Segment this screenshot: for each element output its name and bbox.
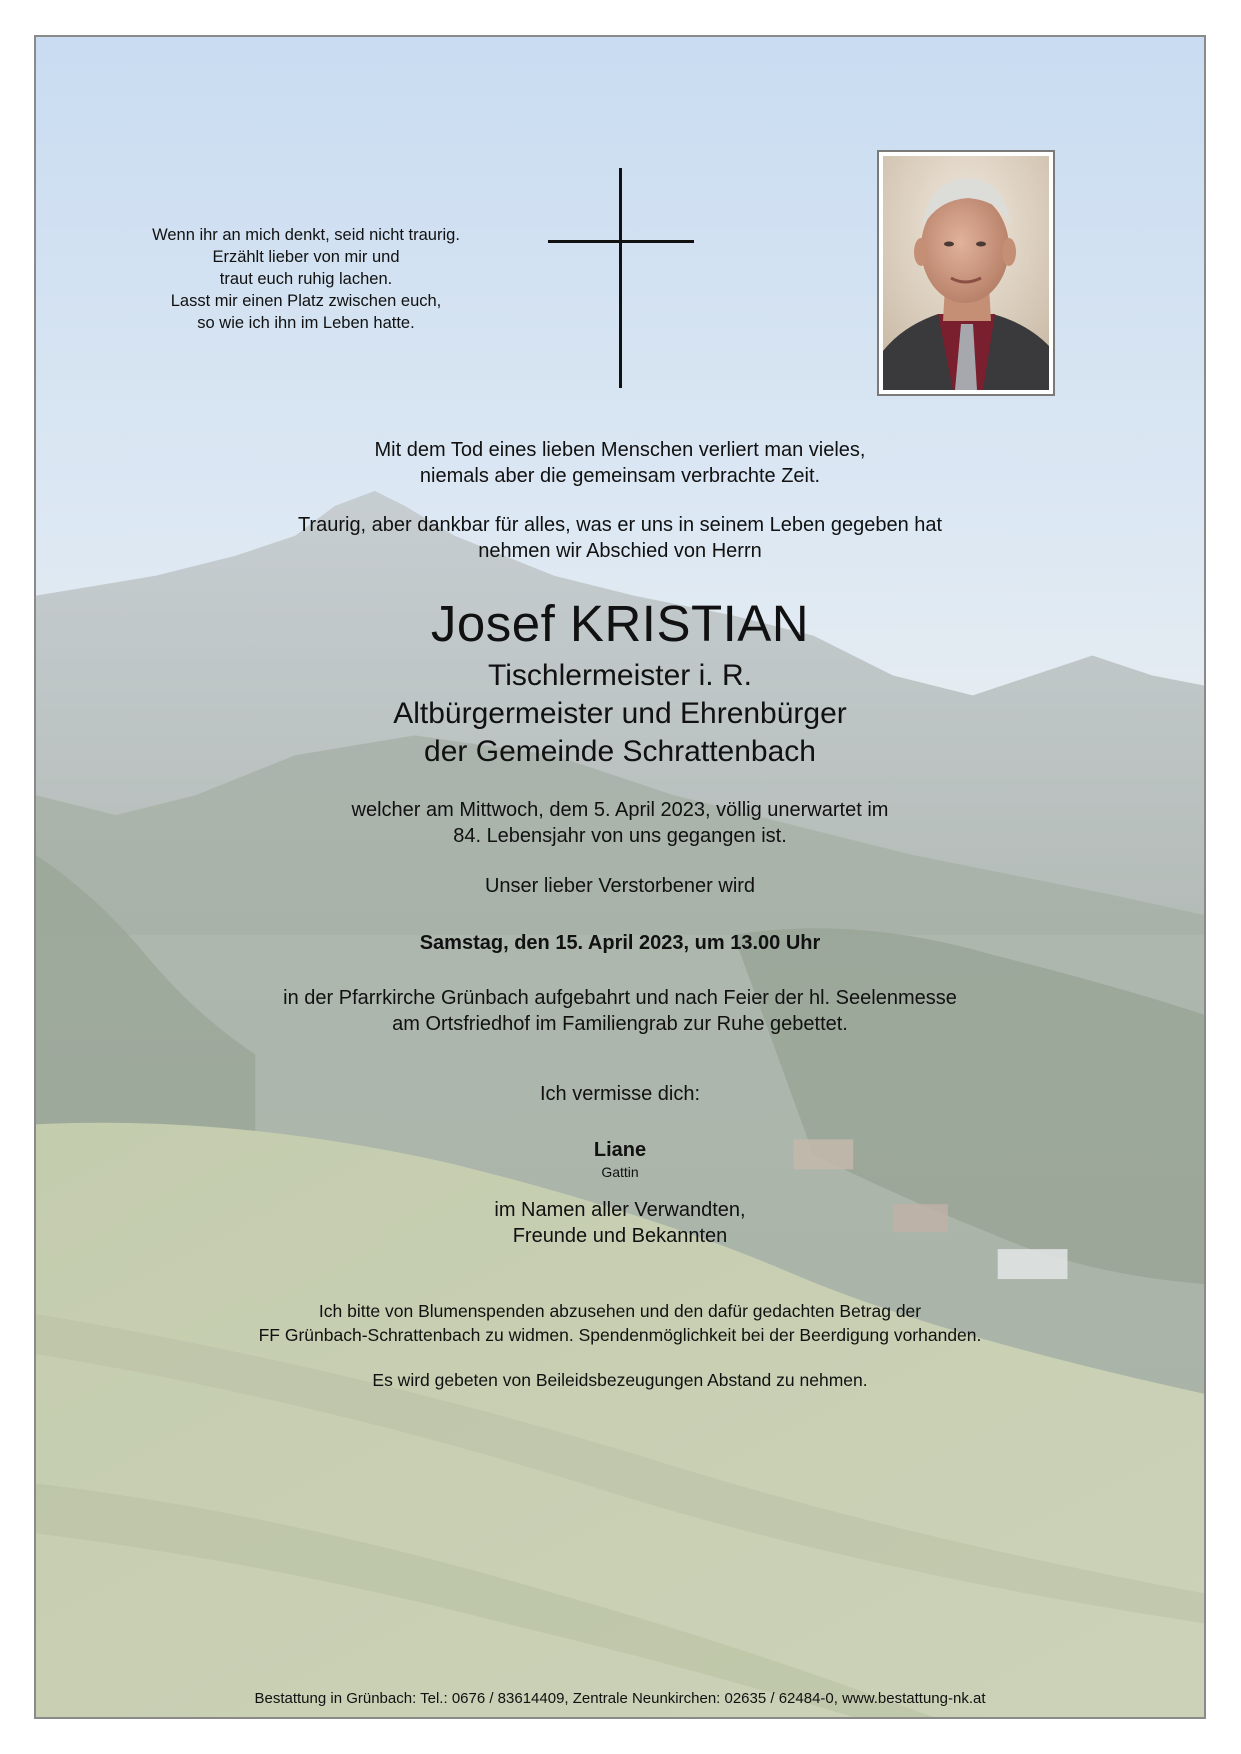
- mourners-group: [36, 1197, 1204, 1249]
- mourners-line: Freunde und Bekannten: [512, 1225, 728, 1247]
- farewell-text: [36, 512, 1204, 564]
- intro-line: niemals aber die gemeinsam verbrachte Zeit.: [419, 465, 821, 487]
- donation-note: [36, 1299, 1204, 1347]
- funeral-line: am Ortsfriedhof im Familiengrab zur Ruhe gebettet.: [392, 1013, 848, 1035]
- funeral-details: [36, 985, 1204, 1037]
- deceased-title: Altbürgermeister und Ehrenbürger: [393, 697, 847, 730]
- note-line: FF Grünbach-Schrattenbach zu widmen. Spendenmöglichkeit bei der Beerdigung vorhanden.: [258, 1325, 982, 1345]
- death-line: welcher am Mittwoch, dem 5. April 2023, völlig unerwartet im: [351, 799, 889, 821]
- mourners-line: im Namen aller Verwandten,: [494, 1199, 746, 1221]
- funeral-date: Samstag, den 15. April 2023, um 13.00 Uhr: [419, 932, 821, 954]
- death-info: [36, 797, 1204, 849]
- mourner-name: Liane: [593, 1139, 647, 1161]
- deceased-titles: [36, 657, 1204, 771]
- farewell-line: Traurig, aber dankbar für alles, was er uns in seinem Leben gegeben hat: [297, 514, 943, 536]
- mourners-intro: Ich vermisse dich:: [539, 1083, 701, 1105]
- deceased-name: Josef KRISTIAN: [430, 595, 810, 652]
- cross-icon: [548, 168, 694, 388]
- note-line: Ich bitte von Blumenspenden abzusehen und den dafür gedachten Betrag der: [318, 1301, 922, 1321]
- intro-quote: [36, 437, 1204, 489]
- poem-line: Lasst mir einen Platz zwischen euch,: [170, 292, 442, 310]
- deceased-title: der Gemeinde Schrattenbach: [424, 735, 816, 768]
- poem-line: traut euch ruhig lachen.: [219, 270, 393, 288]
- intro-line: Mit dem Tod eines lieben Menschen verliert man vieles,: [374, 439, 866, 461]
- poem: [96, 224, 516, 334]
- funeral-home-footer: Bestattung in Grünbach: Tel.: 0676 / 83614409, Zentrale Neunkirchen: 02635 / 62484-0, www.bestattung-nk.at: [254, 1690, 986, 1707]
- poem-line: Wenn ihr an mich denkt, seid nicht traurig.: [152, 226, 460, 244]
- farewell-line: nehmen wir Abschied von Herrn: [478, 540, 762, 562]
- deceased-title: Tischlermeister i. R.: [488, 659, 752, 692]
- death-line: 84. Lebensjahr von uns gegangen ist.: [453, 825, 787, 847]
- obituary-frame: [34, 35, 1206, 1719]
- poem-line: Erzählt lieber von mir und: [212, 248, 400, 266]
- portrait-photo: [877, 150, 1055, 396]
- funeral-intro: Unser lieber Verstorbener wird: [484, 875, 756, 897]
- condolence-note: Es wird gebeten von Beileidsbezeugungen Abstand zu nehmen.: [372, 1370, 868, 1390]
- poem-line: so wie ich ihn im Leben hatte.: [197, 314, 415, 332]
- funeral-line: in der Pfarrkirche Grünbach aufgebahrt und nach Feier der hl. Seelenmesse: [283, 987, 957, 1009]
- mourner-relation: Gattin: [601, 1164, 639, 1180]
